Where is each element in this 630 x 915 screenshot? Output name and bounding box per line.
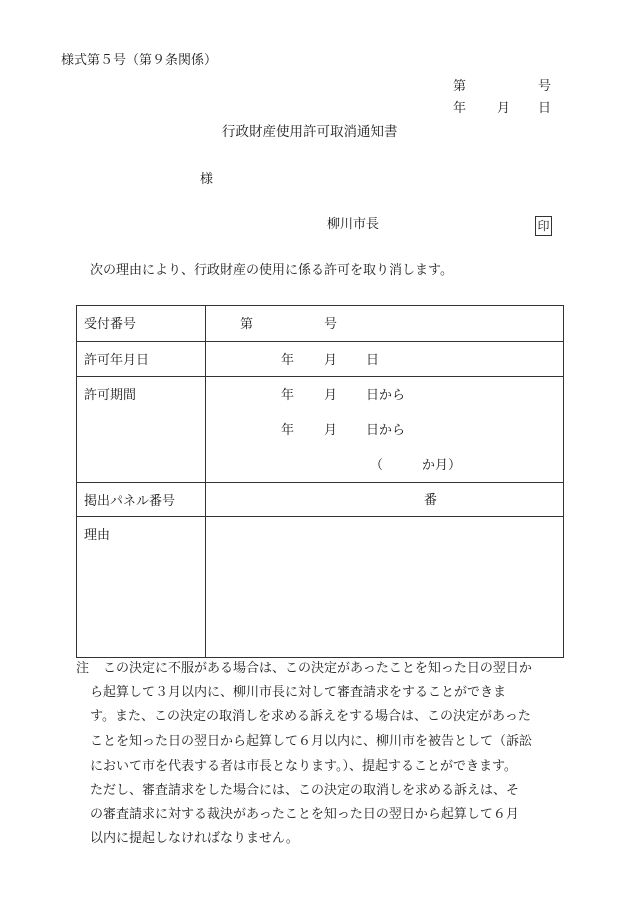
period-months-close: か月） [422,458,462,473]
doc-number-suffix: 号 [538,79,552,94]
receipt-number-suffix: 号 [324,317,338,332]
issuer-name: 柳川市長 [327,217,380,232]
receipt-number-prefix: 第 [240,317,254,332]
permit-date-month: 月 [324,353,338,368]
period-months-open: （ [370,458,384,473]
note-line: す。また、この決定の取消しを求める訴えをする場合は、この決定があった [90,709,531,724]
period-from-year: 年 [281,388,295,403]
form-table [76,305,564,658]
panel-number-field [206,483,564,517]
note-line: の審査請求に対する裁決があったことを知った日の翌日から起算して６月 [90,807,519,822]
period-to-year: 年 [281,423,295,438]
note-line: において市を代表する者は市長となります。）、提起することができます。 [90,759,517,774]
note-line: 以内に提起しなければなりません。 [90,831,299,846]
table-row [77,377,564,483]
date-month: 月 [497,101,511,116]
permit-date-field [206,342,564,377]
period-to-day: 日から [366,423,406,438]
permit-period-field [206,377,564,483]
label-receipt-number: 受付番号 [84,317,137,332]
label-reason: 理由 [84,528,111,543]
label-permit-date: 許可年月日 [84,353,150,368]
intro-text: 次の理由により、行政財産の使用に係る許可を取り消します。 [90,263,453,278]
reason-field [206,517,564,658]
period-from-day: 日から [366,388,406,403]
period-to-month: 月 [324,423,338,438]
label-permit-period: 許可期間 [84,388,137,403]
permit-date-year: 年 [281,353,295,368]
table-row [77,517,564,658]
form-number: 様式第５号（第９条関係） [61,53,218,68]
page-title: 行政財産使用許可取消通知書 [222,124,398,140]
table-row [77,342,564,377]
period-from-month: 月 [324,388,338,403]
date-year: 年 [453,101,467,116]
seal-stamp: 印 [535,216,552,236]
receipt-number-field [206,306,564,342]
doc-number-prefix: 第 [453,79,467,94]
label-panel-number: 掲出パネル番号 [84,494,176,509]
addressee-suffix: 様 [200,172,214,187]
date-day: 日 [538,101,552,116]
note-line: ら起算して３月以内に、柳川市長に対して審査請求をすることができま [90,685,507,700]
panel-number-suffix: 番 [424,493,438,508]
note-line: ことを知った日の翌日から起算して６月以内に、柳川市を被告として（訴訟 [90,734,533,749]
table-row [77,306,564,342]
note-line: ただし、審査請求をした場合には、この決定の取消しを求める訴えは、そ [90,783,520,798]
table-row [77,483,564,517]
permit-date-day: 日 [366,353,380,368]
note-marker: 注 [76,661,90,676]
note-line: この決定に不服がある場合は、この決定があったことを知った日の翌日か [103,661,532,676]
